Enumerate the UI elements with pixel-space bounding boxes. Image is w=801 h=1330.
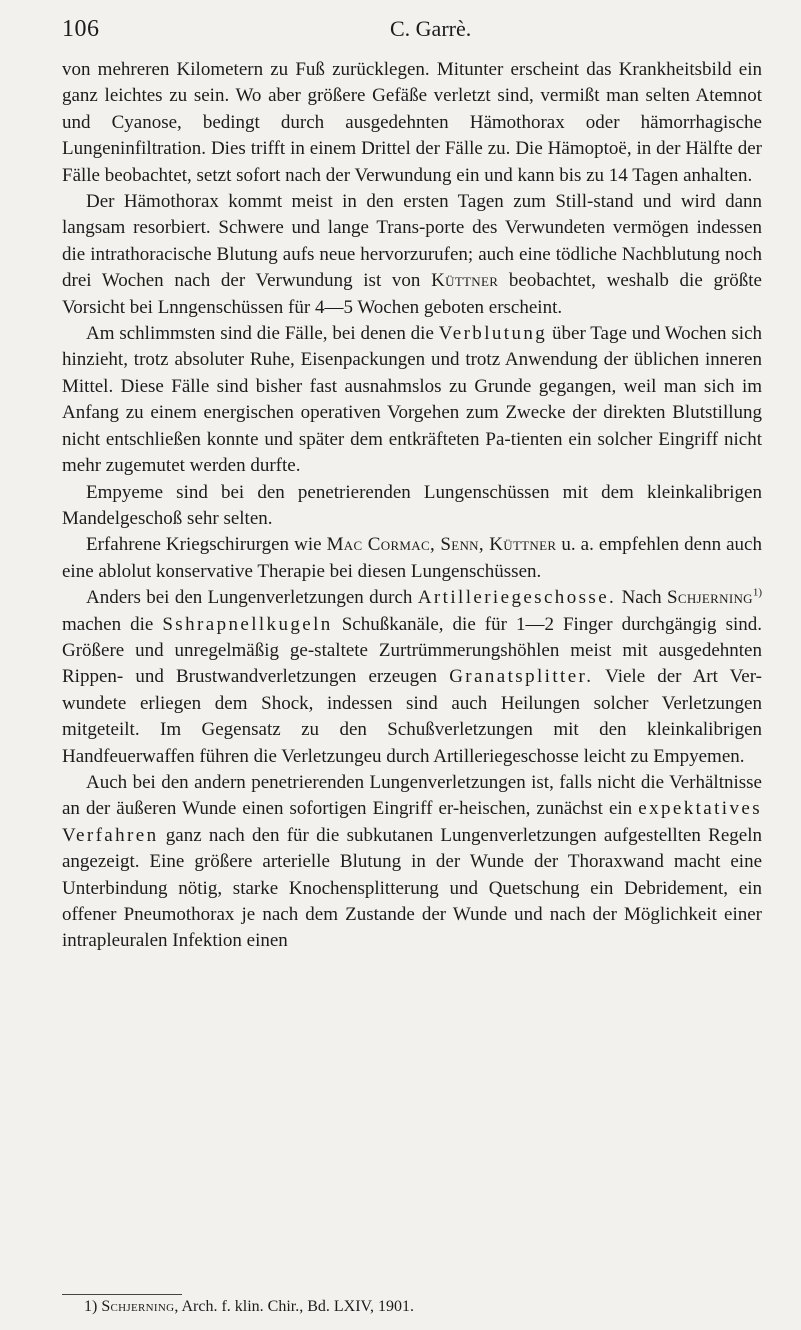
- footnote-number: 1): [84, 1298, 98, 1315]
- author-names: Mac Cormac, Senn, Küttner: [326, 534, 557, 556]
- paragraph: [62, 532, 762, 585]
- paragraph-text: Auch bei den andern penetrierenden Lungenverletzungen ist, falls nicht die Verhältnisse an der äußeren Wunde einen sofortigen Eingriff er-heischen, zunächst ein: [62, 771, 762, 820]
- paragraph-text: Am schlimmsten sind die Fälle, bei denen die: [86, 323, 439, 345]
- paragraph-text: Empyeme sind bei den penetrierenden Lungenschüssen mit dem kleinkalibrigen Mandelgeschoß sehr selten.: [62, 481, 762, 529]
- paragraph-text: über Tage und Wochen sich hinzieht, trotz absoluter Ruhe, Eisenpackungen und trotz Anwendung der üblichen inneren Mittel. Diese Fälle sind bisher fast ausnahmslos zu Grunde gegangen, weil man sich im Anfang zu einem energischen operativen Vorgehen zum Zwecke der direkten Blutstillung nicht entschließen konnte und später dem entkräfteten Pa-tienten ein solcher Eingriff nicht mehr zugemutet werden durfte.: [62, 323, 762, 477]
- running-head: C. Garrè.: [390, 16, 472, 41]
- page-number: 106: [62, 16, 100, 42]
- paragraph-text: beobachtet, weshalb die größte Vorsicht bei Lnngenschüssen für 4—5 Wochen geboten erscheint.: [62, 270, 762, 318]
- paragraph: [62, 189, 762, 321]
- paragraph-text: Schußkanäle, die für 1—2 Finger durchgängig sind. Größere und unregelmäßig ge-staltete Zurtrümmerungshöhlen meist mit ausgedehnten Rippen- und Brustwandverletzungen erzeugen: [62, 613, 763, 688]
- paragraph: [62, 585, 762, 770]
- paragraph-text: u. a. empfehlen denn auch eine ablolut konservative Therapie bei diesen Lungenschüssen.: [62, 534, 762, 582]
- paragraph-text: Nach: [616, 587, 668, 609]
- paragraph: [62, 57, 762, 189]
- author-name: Schjerning: [667, 587, 753, 609]
- footnote-marker: 1): [752, 586, 762, 599]
- emphasis-spaced: Verblutung: [438, 323, 548, 345]
- emphasis-spaced: Artilleriegeschosse.: [417, 587, 617, 609]
- paragraph-text: Der Hämothorax kommt meist in den ersten Tagen zum Still-stand und wird dann langsam resorbiert. Schwere und lange Trans-porte des Verwundeten vermögen indessen die intrathoracische Blutung aufs neue hervorzurufen; auch eine tödliche Nachblutung noch drei Wochen nach der Verwundung ist von: [62, 191, 762, 292]
- body-text: [62, 57, 762, 955]
- emphasis-spaced: expektatives Verfahren: [62, 798, 762, 846]
- footnote-citation: , Arch. f. klin. Chir., Bd. LXIV, 1901.: [174, 1298, 415, 1315]
- paragraph-text: Viele der Art Ver-wundete erliegen dem Shock, indessen sind auch Heilungen solcher Verletzungen mitgeteilt. Im Gegensatz zu den Schußverletzungen mit den kleinkalibrigen Handfeuerwaffen führen die Verletzungeu durch Artilleriegeschosse leicht zu Empyemen.: [62, 666, 762, 767]
- emphasis-spaced: Granatsplitter.: [449, 666, 594, 688]
- paragraph: [62, 480, 762, 533]
- author-name: Küttner: [431, 270, 499, 292]
- paragraph: [62, 321, 762, 479]
- paragraph-text: machen die: [62, 613, 163, 635]
- page-header: [62, 16, 761, 48]
- paragraph-text: Anders bei den Lungenverletzungen durch: [86, 587, 418, 609]
- footnote-rule: [62, 1294, 182, 1295]
- paragraph-text: ganz nach den für die subkutanen Lungenverletzungen aufgestellten Regeln angezeigt. Eine größere arterielle Blutung in der Wunde der Thoraxwand macht eine Unterbindung nötig, starke Knochensplitterung und Quetschung ein Debridement, ein offener Pneumothorax je nach dem Zustande der Wunde und nach der Möglichkeit einer intrapleuralen Infektion einen: [62, 824, 762, 952]
- paragraph-text: von mehreren Kilometern zu Fuß zurücklegen. Mitunter erscheint das Krankheitsbild ein ganz leichtes zu sein. Wo aber größere Gefäße verletzt sind, vermißt man selten Atemnot und Cyanose, bedingt durch ausgedehnten Hämothorax oder hämorrhagische Lungeninfiltration. Dies trifft in einem Drittel der Fälle zu. Die Hämoptoë, in der Hälfte der Fälle beobachtet, setzt sofort nach der Verwundung ein und kann bis zu 14 Tagen anhalten.: [62, 59, 762, 186]
- footnote: [84, 1297, 764, 1317]
- paragraph-text: Erfahrene Kriegschirurgen wie: [86, 534, 327, 556]
- footnote-author: Schjerning: [101, 1298, 175, 1315]
- emphasis-spaced: Sshrapnellkugeln: [162, 613, 333, 635]
- paragraph: [62, 770, 762, 955]
